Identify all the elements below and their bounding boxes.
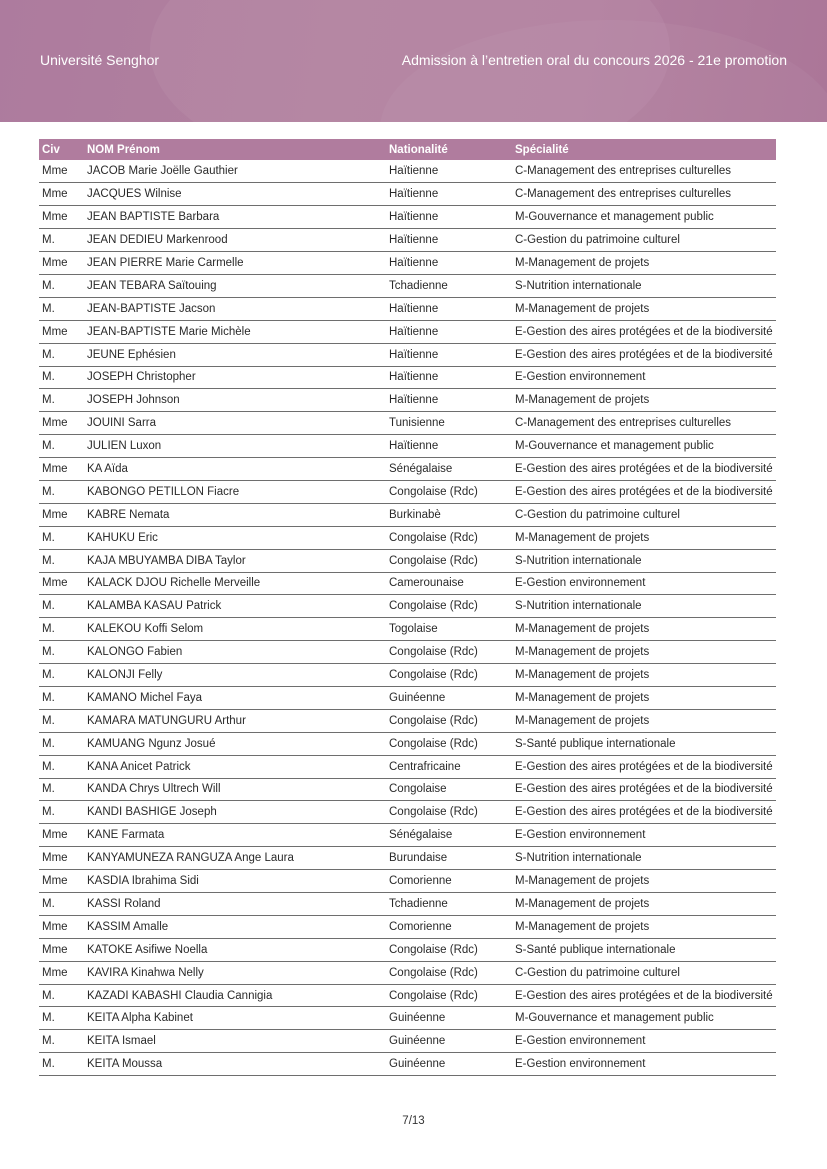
- cell-specialty: S-Nutrition internationale: [512, 549, 776, 572]
- cell-specialty: S-Nutrition internationale: [512, 595, 776, 618]
- cell-civ: Mme: [39, 870, 84, 893]
- cell-specialty: E-Gestion environnement: [512, 366, 776, 389]
- cell-name: KANYAMUNEZA RANGUZA Ange Laura: [84, 847, 386, 870]
- cell-name: KAHUKU Eric: [84, 526, 386, 549]
- cell-specialty: S-Santé publique internationale: [512, 938, 776, 961]
- table-row: [39, 320, 776, 343]
- cell-civ: M.: [39, 366, 84, 389]
- cell-specialty: E-Gestion des aires protégées et de la biodiversité: [512, 480, 776, 503]
- cell-specialty: E-Gestion environnement: [512, 572, 776, 595]
- cell-civ: M.: [39, 1030, 84, 1053]
- table-row: [39, 824, 776, 847]
- cell-name: KEITA Alpha Kabinet: [84, 1007, 386, 1030]
- cell-name: JEUNE Ephésien: [84, 343, 386, 366]
- page-number: 7/13: [402, 1115, 425, 1127]
- cell-civ: M.: [39, 343, 84, 366]
- cell-name: KAVIRA Kinahwa Nelly: [84, 961, 386, 984]
- cell-specialty: E-Gestion des aires protégées et de la biodiversité: [512, 984, 776, 1007]
- table-row: [39, 297, 776, 320]
- cell-specialty: E-Gestion des aires protégées et de la biodiversité: [512, 801, 776, 824]
- cell-nationality: Guinéenne: [386, 1053, 512, 1076]
- cell-name: JACOB Marie Joëlle Gauthier: [84, 160, 386, 183]
- cell-nationality: Congolaise (Rdc): [386, 938, 512, 961]
- cell-civ: Mme: [39, 252, 84, 275]
- cell-nationality: Tunisienne: [386, 412, 512, 435]
- cell-name: KA Aïda: [84, 458, 386, 481]
- cell-name: KALEKOU Koffi Selom: [84, 618, 386, 641]
- cell-nationality: Haïtienne: [386, 297, 512, 320]
- cell-specialty: M-Management de projets: [512, 709, 776, 732]
- cell-nationality: Burundaise: [386, 847, 512, 870]
- table-row: [39, 183, 776, 206]
- cell-name: KAMUANG Ngunz Josué: [84, 732, 386, 755]
- cell-civ: M.: [39, 526, 84, 549]
- cell-name: KANE Farmata: [84, 824, 386, 847]
- cell-civ: M.: [39, 686, 84, 709]
- column-header-specialty: Spécialité: [515, 143, 569, 156]
- cell-name: KATOKE Asifiwe Noella: [84, 938, 386, 961]
- cell-name: KAMANO Michel Faya: [84, 686, 386, 709]
- cell-civ: M.: [39, 709, 84, 732]
- cell-nationality: Guinéenne: [386, 1030, 512, 1053]
- cell-specialty: E-Gestion des aires protégées et de la biodiversité: [512, 458, 776, 481]
- cell-name: JOSEPH Christopher: [84, 366, 386, 389]
- table-row: [39, 778, 776, 801]
- cell-name: KANDA Chrys Ultrech Will: [84, 778, 386, 801]
- cell-specialty: S-Nutrition internationale: [512, 847, 776, 870]
- cell-name: JEAN-BAPTISTE Jacson: [84, 297, 386, 320]
- cell-name: JEAN PIERRE Marie Carmelle: [84, 252, 386, 275]
- cell-civ: M.: [39, 389, 84, 412]
- table-row: [39, 206, 776, 229]
- cell-civ: Mme: [39, 160, 84, 183]
- column-header-civ: Civ: [42, 143, 60, 156]
- cell-name: KAZADI KABASHI Claudia Cannigia: [84, 984, 386, 1007]
- cell-civ: M.: [39, 893, 84, 916]
- table-row: [39, 686, 776, 709]
- cell-specialty: M-Management de projets: [512, 915, 776, 938]
- cell-civ: Mme: [39, 320, 84, 343]
- cell-nationality: Congolaise (Rdc): [386, 732, 512, 755]
- cell-civ: M.: [39, 618, 84, 641]
- cell-specialty: M-Management de projets: [512, 686, 776, 709]
- cell-civ: Mme: [39, 206, 84, 229]
- table-row: [39, 664, 776, 687]
- cell-name: KALONGO Fabien: [84, 641, 386, 664]
- cell-civ: Mme: [39, 915, 84, 938]
- column-header-nationality: Nationalité: [389, 143, 448, 156]
- table-row: [39, 274, 776, 297]
- cell-specialty: M-Gouvernance et management public: [512, 206, 776, 229]
- cell-name: JULIEN Luxon: [84, 435, 386, 458]
- document-title: Admission à l’entretien oral du concours 2026 - 21e promotion: [401, 52, 787, 68]
- cell-civ: Mme: [39, 458, 84, 481]
- cell-civ: M.: [39, 549, 84, 572]
- table-row: [39, 961, 776, 984]
- cell-specialty: C-Gestion du patrimoine culturel: [512, 229, 776, 252]
- table-row: [39, 1007, 776, 1030]
- cell-nationality: Camerounaise: [386, 572, 512, 595]
- table-row: [39, 732, 776, 755]
- cell-name: JACQUES Wilnise: [84, 183, 386, 206]
- table-row: [39, 343, 776, 366]
- table-row: [39, 915, 776, 938]
- cell-nationality: Guinéenne: [386, 686, 512, 709]
- cell-specialty: S-Nutrition internationale: [512, 274, 776, 297]
- cell-civ: Mme: [39, 961, 84, 984]
- cell-civ: M.: [39, 755, 84, 778]
- cell-name: KABRE Nemata: [84, 503, 386, 526]
- cell-civ: M.: [39, 435, 84, 458]
- cell-specialty: E-Gestion environnement: [512, 824, 776, 847]
- cell-nationality: Tchadienne: [386, 274, 512, 297]
- cell-civ: M.: [39, 664, 84, 687]
- cell-civ: M.: [39, 480, 84, 503]
- university-name: Université Senghor: [40, 52, 160, 68]
- cell-nationality: Congolaise (Rdc): [386, 480, 512, 503]
- table-row: [39, 458, 776, 481]
- cell-specialty: M-Management de projets: [512, 526, 776, 549]
- cell-name: KABONGO PETILLON Fiacre: [84, 480, 386, 503]
- table-row: [39, 503, 776, 526]
- cell-specialty: M-Management de projets: [512, 389, 776, 412]
- table-row: [39, 1053, 776, 1076]
- cell-specialty: S-Santé publique internationale: [512, 732, 776, 755]
- table-row: [39, 801, 776, 824]
- table-row: [39, 641, 776, 664]
- cell-specialty: E-Gestion des aires protégées et de la biodiversité: [512, 320, 776, 343]
- cell-specialty: M-Gouvernance et management public: [512, 1007, 776, 1030]
- table-row: [39, 572, 776, 595]
- cell-nationality: Haïtienne: [386, 435, 512, 458]
- table-row: [39, 595, 776, 618]
- table-header-row: [39, 139, 776, 160]
- cell-civ: M.: [39, 274, 84, 297]
- table-row: [39, 893, 776, 916]
- table-row: [39, 480, 776, 503]
- cell-nationality: Congolaise (Rdc): [386, 595, 512, 618]
- cell-specialty: E-Gestion environnement: [512, 1030, 776, 1053]
- cell-nationality: Congolaise (Rdc): [386, 641, 512, 664]
- cell-civ: M.: [39, 732, 84, 755]
- cell-nationality: Haïtienne: [386, 183, 512, 206]
- cell-civ: Mme: [39, 503, 84, 526]
- cell-specialty: C-Management des entreprises culturelles: [512, 160, 776, 183]
- table-row: [39, 435, 776, 458]
- cell-specialty: E-Gestion des aires protégées et de la biodiversité: [512, 343, 776, 366]
- table-row: [39, 412, 776, 435]
- cell-civ: M.: [39, 1007, 84, 1030]
- cell-specialty: M-Management de projets: [512, 297, 776, 320]
- cell-nationality: Comorienne: [386, 915, 512, 938]
- cell-specialty: C-Management des entreprises culturelles: [512, 412, 776, 435]
- cell-civ: Mme: [39, 847, 84, 870]
- cell-specialty: M-Management de projets: [512, 618, 776, 641]
- cell-nationality: Haïtienne: [386, 206, 512, 229]
- cell-nationality: Congolaise (Rdc): [386, 961, 512, 984]
- table-row: [39, 389, 776, 412]
- cell-nationality: Congolaise: [386, 778, 512, 801]
- table-row: [39, 618, 776, 641]
- cell-name: KEITA Ismael: [84, 1030, 386, 1053]
- cell-nationality: Congolaise (Rdc): [386, 526, 512, 549]
- cell-specialty: M-Management de projets: [512, 641, 776, 664]
- cell-nationality: Haïtienne: [386, 160, 512, 183]
- cell-specialty: M-Management de projets: [512, 664, 776, 687]
- candidates-table: [39, 139, 776, 1076]
- cell-nationality: Sénégalaise: [386, 458, 512, 481]
- cell-civ: M.: [39, 778, 84, 801]
- column-header-name: NOM Prénom: [87, 143, 160, 156]
- cell-nationality: Comorienne: [386, 870, 512, 893]
- table-row: [39, 938, 776, 961]
- table-row: [39, 160, 776, 183]
- cell-civ: M.: [39, 641, 84, 664]
- cell-specialty: E-Gestion des aires protégées et de la biodiversité: [512, 755, 776, 778]
- cell-specialty: M-Management de projets: [512, 893, 776, 916]
- cell-civ: Mme: [39, 183, 84, 206]
- cell-civ: M.: [39, 595, 84, 618]
- table-row: [39, 252, 776, 275]
- cell-specialty: M-Management de projets: [512, 870, 776, 893]
- table-row: [39, 366, 776, 389]
- cell-nationality: Centrafricaine: [386, 755, 512, 778]
- cell-civ: M.: [39, 801, 84, 824]
- cell-civ: Mme: [39, 572, 84, 595]
- cell-specialty: M-Gouvernance et management public: [512, 435, 776, 458]
- cell-civ: Mme: [39, 412, 84, 435]
- cell-name: KALONJI Felly: [84, 664, 386, 687]
- cell-nationality: Haïtienne: [386, 229, 512, 252]
- cell-civ: M.: [39, 229, 84, 252]
- cell-name: KALACK DJOU Richelle Merveille: [84, 572, 386, 595]
- cell-name: KAMARA MATUNGURU Arthur: [84, 709, 386, 732]
- table-row: [39, 984, 776, 1007]
- cell-nationality: Burkinabè: [386, 503, 512, 526]
- cell-nationality: Congolaise (Rdc): [386, 709, 512, 732]
- cell-civ: Mme: [39, 938, 84, 961]
- cell-specialty: C-Gestion du patrimoine culturel: [512, 961, 776, 984]
- table-row: [39, 1030, 776, 1053]
- cell-nationality: Haïtienne: [386, 252, 512, 275]
- table-row: [39, 549, 776, 572]
- cell-civ: M.: [39, 984, 84, 1007]
- table-row: [39, 755, 776, 778]
- cell-specialty: E-Gestion des aires protégées et de la biodiversité: [512, 778, 776, 801]
- cell-specialty: M-Management de projets: [512, 252, 776, 275]
- cell-nationality: Togolaise: [386, 618, 512, 641]
- header-banner: [0, 0, 827, 122]
- table-row: [39, 847, 776, 870]
- cell-civ: M.: [39, 297, 84, 320]
- cell-name: KALAMBA KASAU Patrick: [84, 595, 386, 618]
- table-row: [39, 870, 776, 893]
- table-row: [39, 229, 776, 252]
- cell-name: JEAN BAPTISTE Barbara: [84, 206, 386, 229]
- cell-specialty: E-Gestion environnement: [512, 1053, 776, 1076]
- cell-civ: Mme: [39, 824, 84, 847]
- cell-specialty: C-Gestion du patrimoine culturel: [512, 503, 776, 526]
- table-row: [39, 526, 776, 549]
- cell-nationality: Haïtienne: [386, 343, 512, 366]
- cell-specialty: C-Management des entreprises culturelles: [512, 183, 776, 206]
- cell-name: KANA Anicet Patrick: [84, 755, 386, 778]
- cell-name: KASDIA Ibrahima Sidi: [84, 870, 386, 893]
- cell-nationality: Congolaise (Rdc): [386, 549, 512, 572]
- cell-name: KEITA Moussa: [84, 1053, 386, 1076]
- cell-name: KAJA MBUYAMBA DIBA Taylor: [84, 549, 386, 572]
- cell-nationality: Congolaise (Rdc): [386, 664, 512, 687]
- cell-nationality: Haïtienne: [386, 366, 512, 389]
- cell-nationality: Congolaise (Rdc): [386, 984, 512, 1007]
- cell-name: JEAN-BAPTISTE Marie Michèle: [84, 320, 386, 343]
- cell-civ: M.: [39, 1053, 84, 1076]
- cell-name: KASSIM Amalle: [84, 915, 386, 938]
- table-row: [39, 709, 776, 732]
- cell-nationality: Congolaise (Rdc): [386, 801, 512, 824]
- cell-name: JOUINI Sarra: [84, 412, 386, 435]
- cell-name: KASSI Roland: [84, 893, 386, 916]
- cell-nationality: Sénégalaise: [386, 824, 512, 847]
- cell-nationality: Guinéenne: [386, 1007, 512, 1030]
- cell-nationality: Tchadienne: [386, 893, 512, 916]
- cell-name: JOSEPH Johnson: [84, 389, 386, 412]
- cell-name: JEAN TEBARA Saïtouing: [84, 274, 386, 297]
- cell-name: JEAN DEDIEU Markenrood: [84, 229, 386, 252]
- cell-name: KANDI BASHIGE Joseph: [84, 801, 386, 824]
- cell-nationality: Haïtienne: [386, 320, 512, 343]
- cell-nationality: Haïtienne: [386, 389, 512, 412]
